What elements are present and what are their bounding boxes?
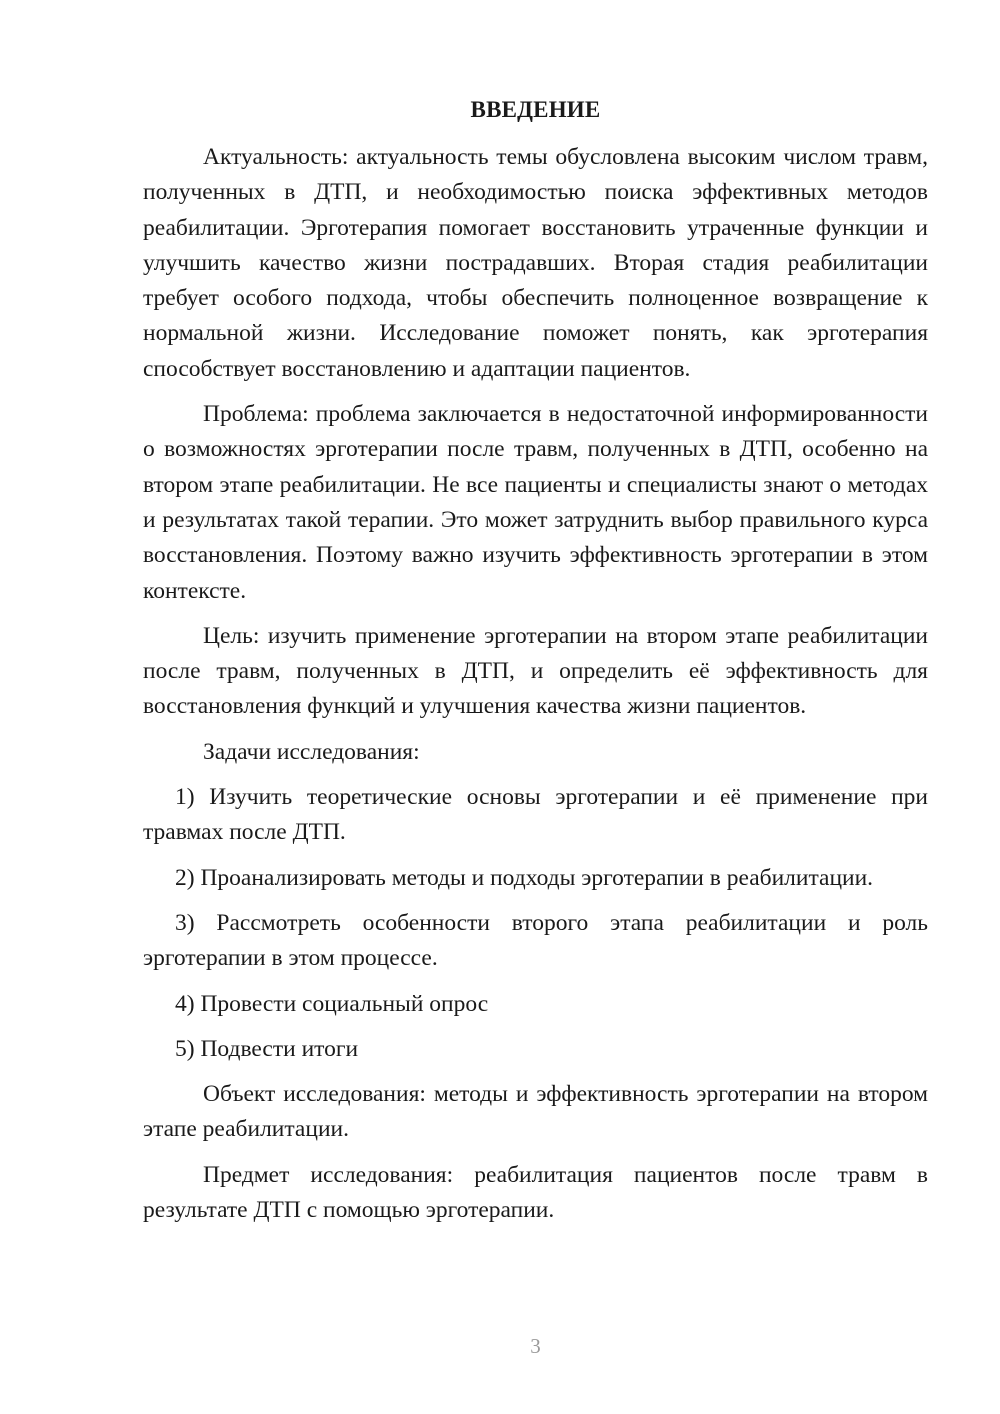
task-item-2: 2) Проанализировать методы и подходы эрготерапии в реабилитации. (175, 864, 874, 891)
paragraph-goal: Цель: изучить применение эрготерапии на втором этапе реабилитации после травм, полученных в ДТП, и определить её эффективность для восстановления функций и улучшения качества жизни пациентов. (143, 622, 928, 720)
paragraph-problem: Проблема: проблема заключается в недостаточной информированности о возможностях эрготерапии после травм, полученных в ДТП, особенно на втором этапе реабилитации. Не все пациенты и специалисты знают о методах и результатах такой терапии. Это может затруднить выбор правильного курса восстановления. Поэтому важно изучить эффективность эрготерапии в этом контексте. (143, 401, 928, 604)
page-number: 3 (530, 1334, 541, 1358)
document-body (143, 140, 928, 1238)
paragraph-object: Объект исследования: методы и эффективность эрготерапии на втором этапе реабилитации. (143, 1081, 928, 1143)
task-item-5: 5) Подвести итоги (175, 1035, 359, 1062)
task-item-4: 4) Провести социальный опрос (175, 990, 489, 1017)
tasks-heading: Задачи исследования: (203, 738, 420, 765)
paragraph-subject: Предмет исследования: реабилитация пациентов после травм в результате ДТП с помощью эрготерапии. (143, 1161, 928, 1224)
task-item-1: 1) Изучить теоретические основы эрготерапии и её применение при травмах после ДТП. (143, 784, 928, 846)
page-title: ВВЕДЕНИЕ (470, 97, 601, 122)
paragraph-relevance: Актуальность: актуальность темы обусловлена высоким числом травм, полученных в ДТП, и необходимостью поиска эффективных методов реабилитации. Эрготерапия помогает восстановить утраченные функции и улучшить качество жизни пострадавших. Вторая стадия реабилитации требует особого подхода, чтобы обеспечить полноценное возвращение к нормальной жизни. Исследование поможет понять, как эрготерапия способствует восстановлению и адаптации пациентов. (143, 144, 928, 382)
task-item-3: 3) Рассмотреть особенности второго этапа реабилитации и роль эрготерапии в этом процессе. (143, 909, 928, 972)
